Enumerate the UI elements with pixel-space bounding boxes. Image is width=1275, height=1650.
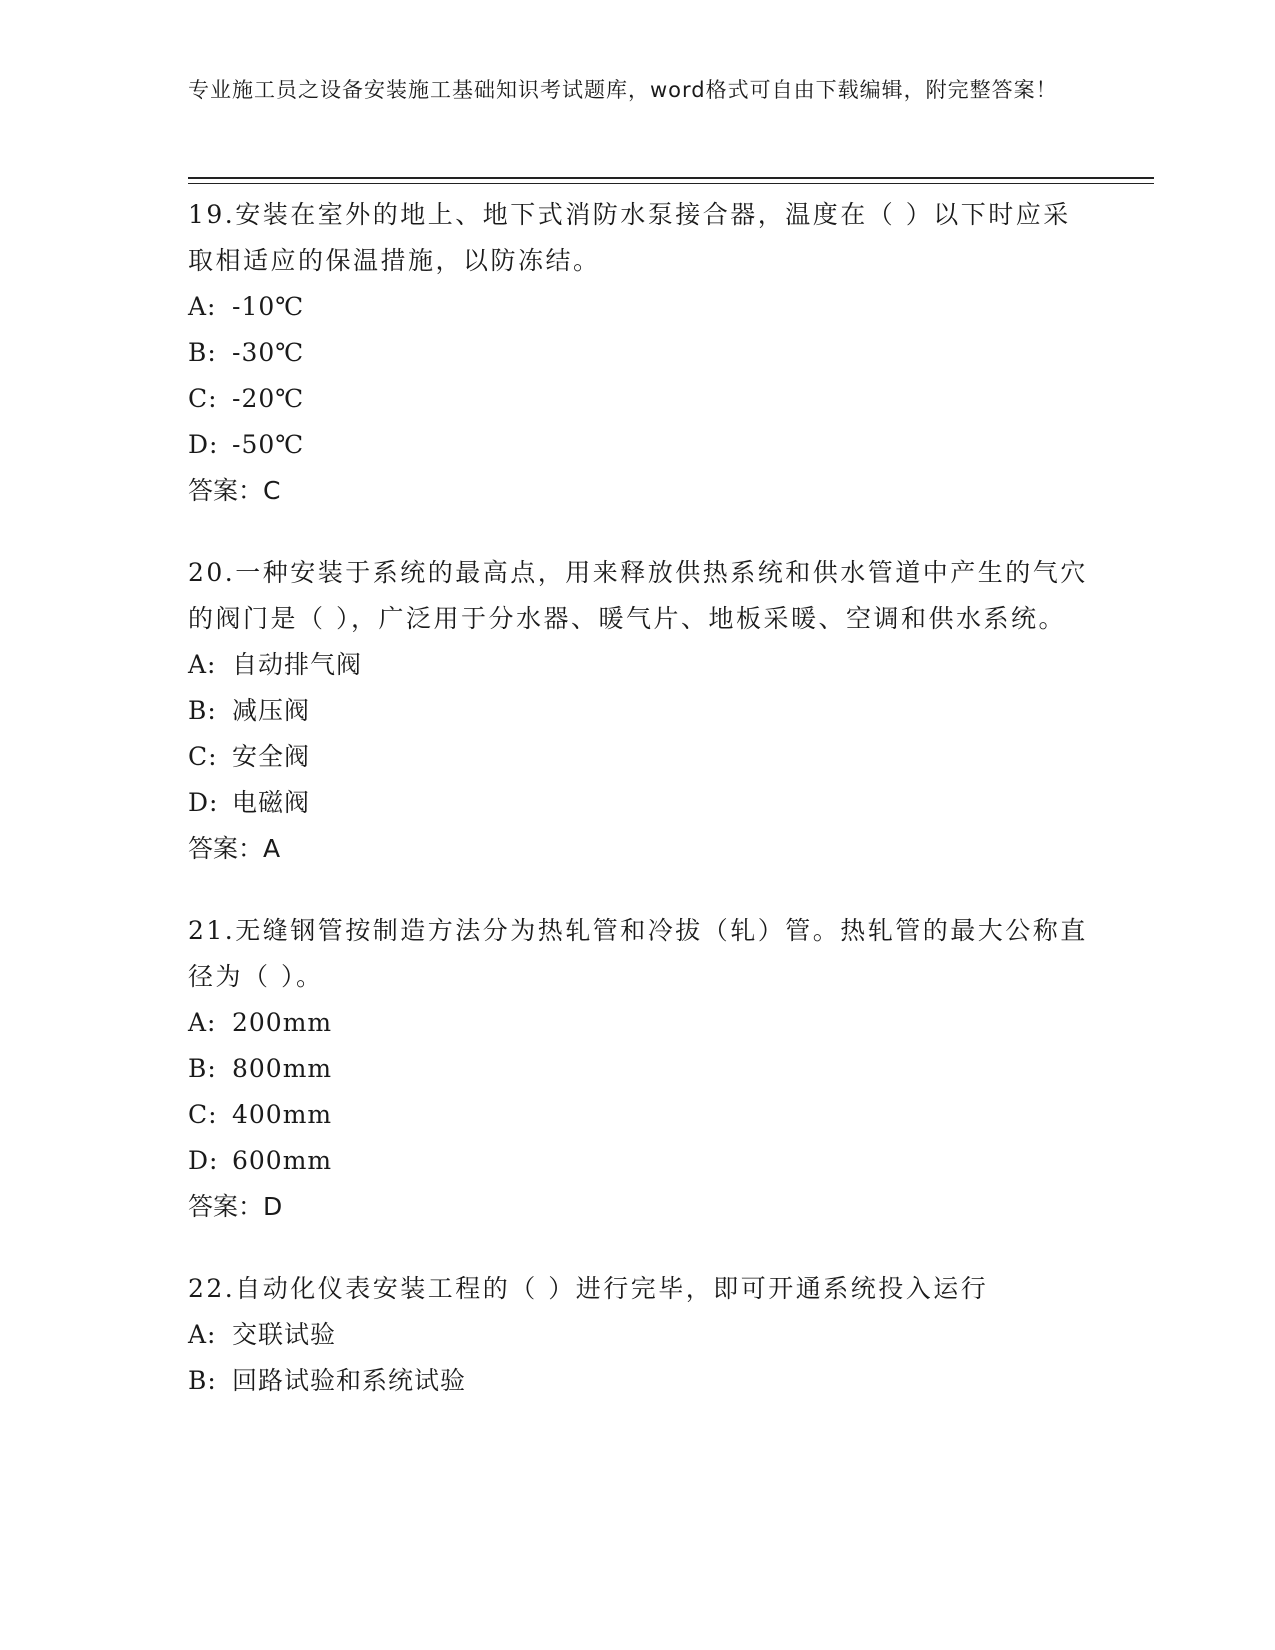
option-c bbox=[188, 734, 1088, 780]
option-text: 400mm bbox=[232, 1100, 333, 1129]
option-a bbox=[188, 642, 1088, 688]
header-rule-thin bbox=[188, 183, 1154, 184]
option-key: A: bbox=[188, 1008, 217, 1037]
document-header: 专业施工员之设备安装施工基础知识考试题库，word格式可自由下载编辑，附完整答案！ bbox=[188, 78, 1058, 102]
answer-line: 答案：A bbox=[188, 834, 281, 863]
header-rule-thick bbox=[188, 177, 1154, 179]
option-d bbox=[188, 1138, 1088, 1184]
option-text: 减压阀 bbox=[232, 696, 311, 725]
option-text: -10℃ bbox=[232, 292, 305, 321]
option-key: C: bbox=[188, 384, 218, 413]
option-text: 回路试验和系统试验 bbox=[232, 1366, 467, 1395]
option-b bbox=[188, 1046, 1088, 1092]
option-text: -30℃ bbox=[232, 338, 305, 367]
option-key: B: bbox=[188, 1054, 217, 1083]
option-b bbox=[188, 1358, 1088, 1404]
option-text: 800mm bbox=[232, 1054, 333, 1083]
option-key: D: bbox=[188, 1146, 219, 1175]
option-key: A: bbox=[188, 292, 217, 321]
option-c bbox=[188, 376, 1088, 422]
option-key: C: bbox=[188, 742, 218, 771]
option-b bbox=[188, 688, 1088, 734]
option-key: D: bbox=[188, 430, 219, 459]
option-c bbox=[188, 1092, 1088, 1138]
option-key: B: bbox=[188, 696, 217, 725]
answer-line: 答案：C bbox=[188, 476, 281, 505]
option-d bbox=[188, 780, 1088, 826]
option-key: B: bbox=[188, 338, 217, 367]
option-text: 200mm bbox=[232, 1008, 333, 1037]
option-text: 600mm bbox=[232, 1146, 333, 1175]
question-stem: 22.自动化仪表安装工程的（ ）进行完毕，即可开通系统投入运行 bbox=[188, 1274, 989, 1303]
option-key: C: bbox=[188, 1100, 218, 1129]
option-key: D: bbox=[188, 788, 219, 817]
question-20 bbox=[188, 550, 1088, 872]
question-22 bbox=[188, 1266, 1088, 1404]
option-d bbox=[188, 422, 1088, 468]
option-a bbox=[188, 284, 1088, 330]
option-key: A: bbox=[188, 1320, 217, 1349]
question-list bbox=[188, 192, 1088, 1440]
option-text: 自动排气阀 bbox=[232, 650, 363, 679]
option-a bbox=[188, 1312, 1088, 1358]
option-a bbox=[188, 1000, 1088, 1046]
question-stem: 20.一种安装于系统的最高点，用来释放供热系统和供水管道中产生的气穴的阀门是（ ），广泛用于分水器、暖气片、地板采暖、空调和供水系统。 bbox=[188, 558, 1088, 633]
option-text: 安全阀 bbox=[232, 742, 311, 771]
option-key: B: bbox=[188, 1366, 217, 1395]
option-key: A: bbox=[188, 650, 217, 679]
answer-line: 答案：D bbox=[188, 1192, 283, 1221]
option-text: 交联试验 bbox=[232, 1320, 337, 1349]
question-21 bbox=[188, 908, 1088, 1230]
question-19 bbox=[188, 192, 1088, 514]
option-text: -50℃ bbox=[232, 430, 305, 459]
question-stem: 19.安装在室外的地上、地下式消防水泵接合器，温度在（ ）以下时应采取相适应的保温措施，以防冻结。 bbox=[188, 200, 1071, 275]
option-text: 电磁阀 bbox=[232, 788, 311, 817]
option-text: -20℃ bbox=[232, 384, 305, 413]
option-b bbox=[188, 330, 1088, 376]
question-stem: 21.无缝钢管按制造方法分为热轧管和冷拔（轧）管。热轧管的最大公称直径为（ ）。 bbox=[188, 916, 1088, 991]
